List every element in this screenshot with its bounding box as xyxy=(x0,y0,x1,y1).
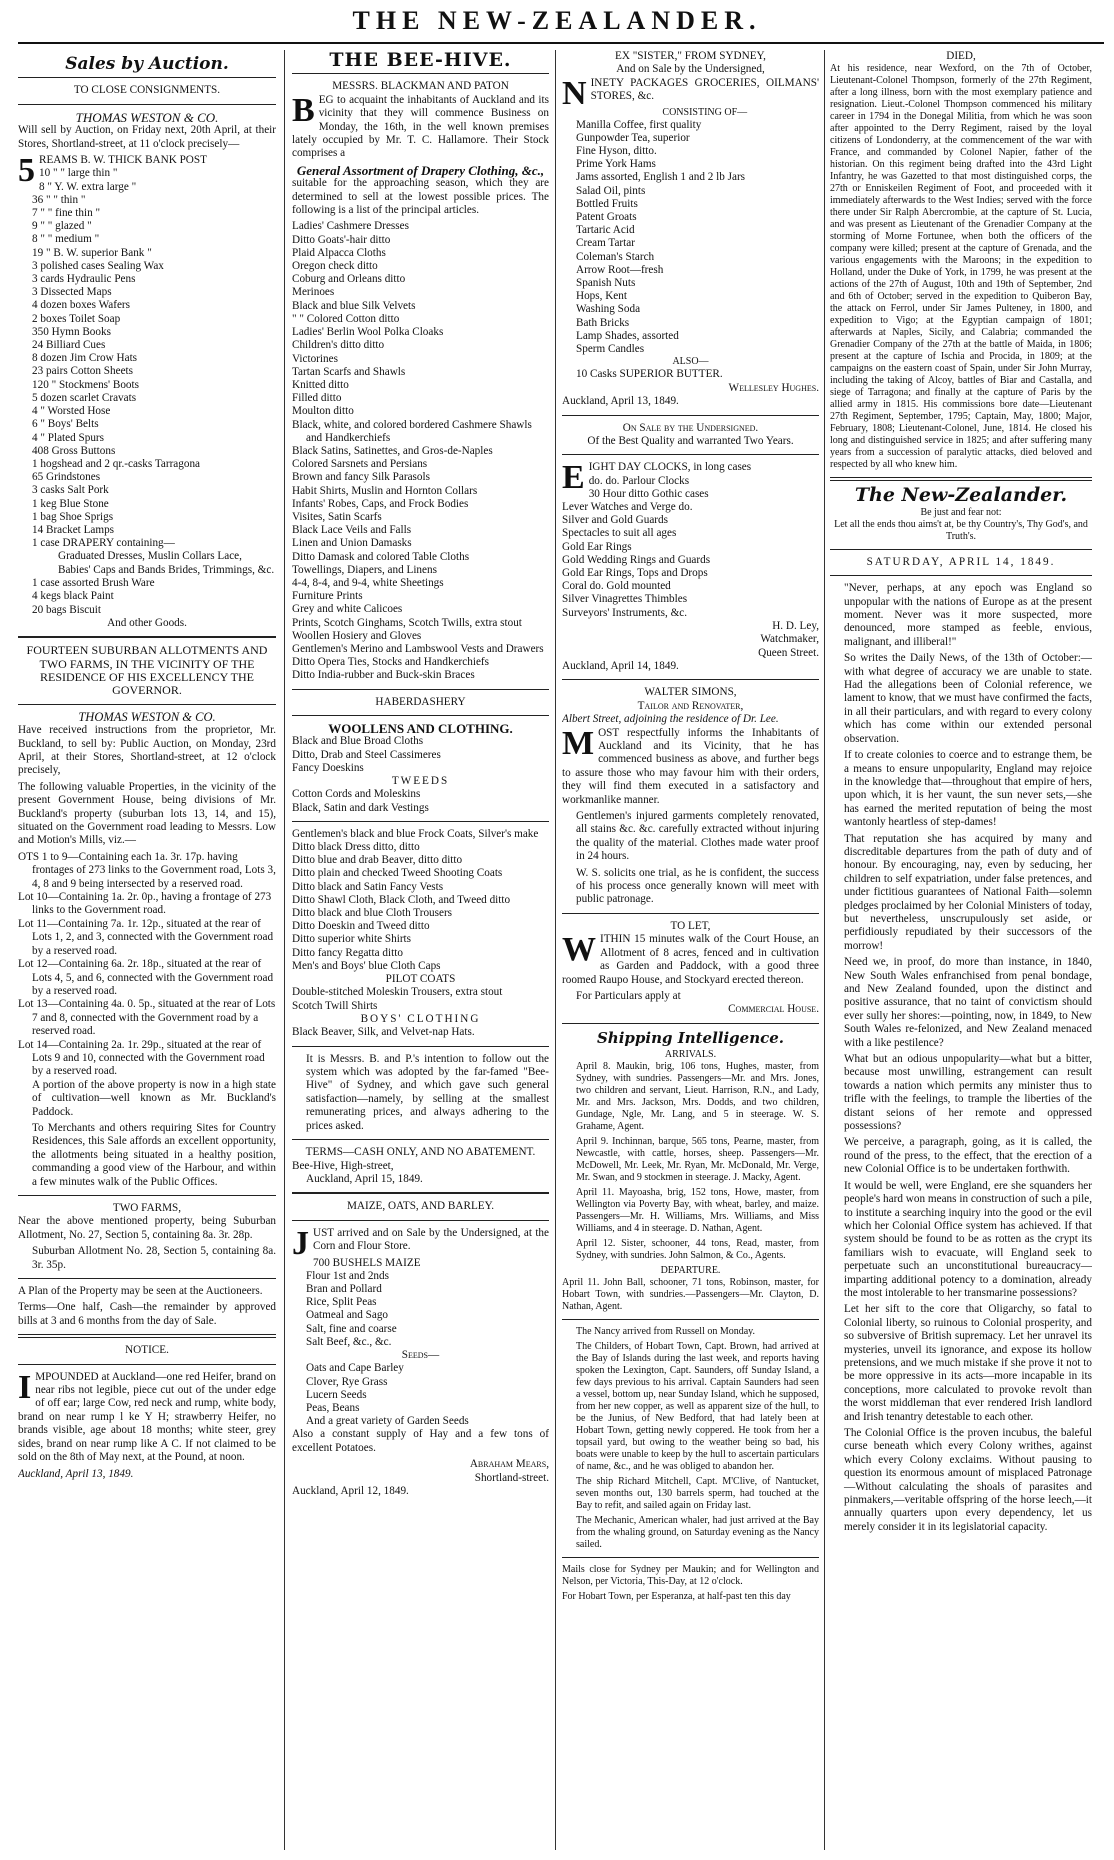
simons-body-3: W. S. solicits one trial, as he is confident, the success of his process once generally known will meet with public patronage. xyxy=(576,866,819,906)
list-item: 3 Dissected Maps xyxy=(32,286,112,299)
lots-list xyxy=(18,851,276,1079)
departure-head: DEPARTURE. xyxy=(660,1265,721,1277)
consign-list xyxy=(18,167,276,550)
list-item: Black Satins, Satinettes, and Gros-de-Naples xyxy=(292,444,493,457)
masthead-rule xyxy=(18,42,1104,44)
maize-head: MAIZE, OATS, AND BARLEY. xyxy=(346,1200,495,1213)
list-item: 9 " " glazed " xyxy=(32,220,92,233)
list-item: Fine Hyson, ditto. xyxy=(576,145,657,158)
lot-item: Lot 10—Containing 1a. 2r. 0p., having a frontage of 273 links to the Government road. xyxy=(18,891,272,917)
notice-body: MPOUNDED at Auckland—one red Heifer, brand on near ribs not legible, piece cut out of the under edge of off ear; large Cow, red neck and rump, white body, brand on near rump l ke Y H; strawberry Heifer, no brands visible, age about 18 months; white steer, grey sides, brand on near rump like A C. If not claimed to be sold on the 8th of May next, at the Pound, at noon. xyxy=(18,1370,276,1464)
list-item: Coral do. Gold mounted xyxy=(562,580,671,593)
address: Bee-Hive, High-street, xyxy=(292,1159,394,1172)
list-item: 4 " Worsted Hose xyxy=(32,405,111,418)
bee-hive-title: THE BEE-HIVE. xyxy=(329,50,512,71)
list-item: 4 " Plated Spurs xyxy=(32,431,105,444)
ley-street: Queen Street. xyxy=(758,646,819,659)
list-item: 10 " " large thin " xyxy=(39,167,118,180)
paper-title: The New-Zealander. xyxy=(854,484,1068,507)
drapery-list xyxy=(292,220,549,682)
list-item: Towellings, Diapers, and Linens xyxy=(292,563,437,576)
list-item: 8 " Y. W. extra large " xyxy=(39,180,137,193)
list-item: 30 Hour ditto Gothic cases xyxy=(588,487,709,500)
list-item: Surveyors' Instruments, &c. xyxy=(562,606,688,619)
list-item: do. do. Parlour Clocks xyxy=(588,474,690,487)
list-item: 120 " Stockmens' Boots xyxy=(32,378,139,391)
list-item: And a great variety of Garden Seeds xyxy=(306,1415,469,1428)
arrival-item: April 8. Maukin, brig, 106 tons, Hughes, master, from Sydney, with sundries. Passengers—Mr. and Mrs. Jones, two children and servant, Lieut. Harrison, R.N., and Lady, Mr. and Mrs. Jackson, Mrs. Dodds, and two children, Gundage, Ngle, Mr. Lang, and 5 in steerage. W. S. Grahame, Agent. xyxy=(576,1061,819,1133)
departure: April 11. John Ball, schooner, 71 tons, Robinson, master, for Hobart Town, with sundries.—Passengers—Mr. Clayton, D. Nathan, Agent. xyxy=(562,1277,819,1313)
column-rule xyxy=(824,50,825,1850)
notice-head: NOTICE. xyxy=(125,1344,169,1357)
masthead: THE NEW-ZEALANDER. xyxy=(352,6,762,35)
maize-list xyxy=(292,1257,549,1349)
farms-body-2: Suburban Allotment No. 28, Section 5, containing 8a. 3r. 35p. xyxy=(32,1245,276,1271)
list-item: Visites, Satin Scarfs xyxy=(292,510,382,523)
column-rule xyxy=(284,50,285,1850)
cord-list xyxy=(292,788,549,814)
firm-name: THOMAS WESTON & CO. xyxy=(75,109,219,125)
simons-trade: Tailor and Renovater, xyxy=(637,699,744,712)
list-item: 4-4, 8-4, and 9-4, white Sheetings xyxy=(292,576,444,589)
list-item: Rice, Split Peas xyxy=(306,1296,377,1309)
grocery-date: Auckland, April 13, 1849. xyxy=(562,395,679,408)
list-item: Black, white, and colored bordered Cashmere Shawls and Handkerchiefs xyxy=(292,418,532,444)
woollens-head: WOOLLENS AND CLOTHING. xyxy=(328,720,513,736)
list-item: Moulton ditto xyxy=(292,405,354,418)
to-let-head: TO LET, xyxy=(670,919,711,932)
list-item: Habit Shirts, Muslin and Hornton Collars xyxy=(292,484,478,497)
list-item: Black and Blue Broad Cloths xyxy=(292,735,424,748)
list-item: Peas, Beans xyxy=(306,1401,360,1414)
arrival-item: April 12. Sister, schooner, 44 tons, Read, master, from Sydney, with sundries. John Salmon, & Co., Agents. xyxy=(576,1238,819,1262)
list-item: 2 boxes Toilet Soap xyxy=(32,312,121,325)
shipping-news xyxy=(562,1326,819,1551)
clock-list xyxy=(562,461,819,619)
list-item: Manilla Coffee, first quality xyxy=(576,118,702,131)
list-item: Ditto plain and checked Tweed Shooting Coats xyxy=(292,867,503,880)
list-item: Ditto Doeskin and Tweed ditto xyxy=(292,920,430,933)
list-item: Salad Oil, pints xyxy=(576,184,646,197)
maize-signer: Abraham Mears, xyxy=(469,1458,549,1471)
list-item: Woollen Hosiery and Gloves xyxy=(292,629,422,642)
pilot-head: PILOT COATS xyxy=(385,973,456,986)
list-item: Oats and Cape Barley xyxy=(306,1362,404,1375)
list-item: Ditto fancy Regatta ditto xyxy=(292,946,403,959)
simons-address: Albert Street, adjoining the residence of Dr. Lee. xyxy=(562,713,779,726)
list-item: Infants' Robes, Caps, and Frock Bodies xyxy=(292,497,469,510)
list-item: Ditto India-rubber and Buck-skin Braces xyxy=(292,669,475,682)
list-item: Gentlemen's black and blue Frock Coats, Silver's make xyxy=(292,827,539,840)
list-item: Coburg and Orleans ditto xyxy=(292,273,406,286)
arrivals-list xyxy=(562,1061,819,1262)
reams-num: 5 xyxy=(18,152,35,190)
list-item: Ditto Opera Ties, Stocks and Handkerchiefs xyxy=(292,656,489,669)
list-item: 3 cards Hydraulic Pens xyxy=(32,273,136,286)
list-item: Hops, Kent xyxy=(576,290,627,303)
boys-line: Black Beaver, Silk, and Velvet-nap Hats. xyxy=(292,1026,475,1039)
on-sale: On Sale by the Undersigned. xyxy=(622,421,759,434)
list-item: Double-stitched Moleskin Trousers, extra stout xyxy=(292,986,503,999)
obituary: At his residence, near Wexford, on the 7th of October, Lieutenant-Colonel Thompson, formerly of the 27th Regiment, after a long illness, born with the most exemplary patience and resignation. Lieut.-Colonel Thompson commenced his military career in 1794 in the Donegal Militia, from which he was soon after appointed to the Derry Regiment, raised by the loyal citizens of Londonderry, at the commencement of the war with France, and commanded by Colonel Napier, father of the historian. On this regiment being drafted into the 43rd Light Infantry, he was Gazetted to that most distinguished corps, the 27th or Enniskeilen Regiment of Foot, and proceeded with it immediately afterwards to the West Indies; served with the force there under Sir Ralph Abercrombie, at the capture of St. Lucia, and was present as Lieutenant of the Grenadier Company at the storming of Morne Fortunee, when both the officers of the company were killed; present at the capture of Grenada, and the various engagements with the Maroons; in the expedition to Holland, under the Duke of York, in 1799, he was present at the actions of the 27th of August, 10th and 19th of September, 2nd and 6th of October; served in the expedition to Quiberon Bay, the attack on Ferrol, under Sir James Pulteney, in 1800, and expedition to Vigo; at the Egyptian campaign of 1801; afterwards at Naples, Sicily, and Calabria; commanded the Grenadier Company of the 27th at the battle of Maida, in 1806; present at the capture of Ischia and Procida, in 1809; at the campaigns on the eastern coast of Spain, under Sir John Murray, including the taking of Alcoy, battles of Biar and Castalla, and siege of Tarragona; and finally at the capture of Paris by the allied army in 1815. His commissions bore date—Lieutenant 27th Regiment, September, 1795; Captain, May, 1800; Major, February, 1808; Lieutenant-Colonel, June, 1814. He closed his long and distinguished service in 1825; and after suffering many years from a succession of paralytic attacks, died beloved and respected by all who knew him. xyxy=(830,63,1092,471)
list-item: Lever Watches and Verge do. xyxy=(562,500,693,513)
list-item: 20 bags Biscuit xyxy=(32,603,101,616)
haberdashery: HABERDASHERY xyxy=(375,695,466,708)
suburban-head: FOURTEEN SUBURBAN ALLOTMENTS AND TWO FARMS, IN THE VICINITY OF THE RESIDENCE OF HIS EXCELLENCY THE GOVERNOR. xyxy=(26,643,268,698)
list-item: Oregon check ditto xyxy=(292,260,378,273)
list-item: Clover, Rye Grass xyxy=(306,1375,388,1388)
shipping-head: Shipping Intelligence. xyxy=(596,1028,785,1047)
list-item: Colored Sarsnets and Persians xyxy=(292,458,428,471)
list-item: 700 BUSHELS MAIZE xyxy=(313,1256,421,1269)
boys-head: BOYS' CLOTHING xyxy=(360,1012,481,1025)
editorial-paragraph: The Colonial Office is the proven incubus, the baleful curse beneath which every Colony writhes, against which every Colony exclaims. Without pausing to question its enormous amount of misplaced Patronage—Without calculating the shoals of parasites and pinmakers,—veritable offspring of the horse leech,—it annually quarters upon every dependency, let us merely consider it in its legislatorial capacity. xyxy=(844,1427,1092,1533)
list-item: Prints, Scotch Ginghams, Scotch Twills, extra stout xyxy=(292,616,522,629)
list-item: 23 pairs Cotton Sheets xyxy=(32,365,133,378)
seeds-list xyxy=(292,1362,549,1428)
editorial-paragraph: We perceive, a paragraph, going, as it is called, the round of the press, to the effect, that the erection of a new Colonial Office is to be undertaken forthwith. xyxy=(844,1136,1092,1176)
list-item: Prime York Hams xyxy=(576,158,656,171)
list-item: Fancy Doeskins xyxy=(292,761,364,774)
list-item: Filled ditto xyxy=(292,392,342,405)
list-item: Salt, fine and coarse xyxy=(306,1322,397,1335)
consisting: CONSISTING OF— xyxy=(662,106,748,118)
list-item: Bath Bricks xyxy=(576,316,630,329)
suburban-body: The following valuable Properties, in the vicinity of the present Government House, being divisions of Mr. Buckland's property (suburban lots 13, 14, and 15), situated on the Government road leading to Messrs. Low and Motion's Mills, viz.— xyxy=(18,780,276,847)
list-item: Sperm Candles xyxy=(576,343,645,356)
editorial-paragraph: Let her sift to the core that Oligarchy, so fatal to Colonial liberty, so ruinous to Colonial prosperity, and so subversive of British supremacy. Let her unravel its mysteries, unveil its ignorance, and expose its hollow pretensions, and we much mistake if she prove it not to be more oppressive in its acts—more incapable in its conceptions, more calculated to provoke revolt than the worst middleman that ever rendered Irish landlord and Irish tenantry detestable to each other. xyxy=(844,1303,1092,1423)
list-item: Linen and Union Damasks xyxy=(292,537,412,550)
editorial-paragraph: So writes the Daily News, of the 13th of October:—with what degree of accuracy we are unable to state. Had the allegations been of Colonial reference, we lament to know, that we must have confirmed the facts, in all their particulars, and with regard to every colony which has come within our extended personal observation. xyxy=(844,652,1092,745)
arrival-item: April 11. Mayoasha, brig, 152 tons, Howe, master, from Wellington via Poverty Bay, with wheat, barley, and maize. Passengers—Mr. H. Williams, Mrs. Williams, and Miss Williams, and 4 in steerage. D. Nathan, Agent. xyxy=(576,1187,819,1235)
list-item: Arrow Root—fresh xyxy=(576,263,664,276)
news-item: The ship Richard Mitchell, Capt. M'Clive, of Nantucket, seven months out, 130 barrels sperm, had touched at the Bay to refit, and sailed again on Friday last. xyxy=(576,1476,819,1512)
list-item: IGHT DAY CLOCKS, in long cases xyxy=(588,461,752,474)
firm-name-2: THOMAS WESTON & CO. xyxy=(78,709,216,724)
list-item: 14 Bracket Lamps xyxy=(32,523,115,536)
mails: Mails close for Sydney per Maukin; and for Wellington and Nelson, per Victoria, This-Day, at 12 o'clock. xyxy=(562,1564,819,1588)
list-item: Oatmeal and Sago xyxy=(306,1309,389,1322)
general-assortment: General Assortment of Drapery Clothing, &c., xyxy=(296,162,545,178)
also: ALSO— xyxy=(672,356,709,368)
butter: 10 Casks SUPERIOR BUTTER. xyxy=(576,368,723,381)
lot-item: Lot 14—Containing 2a. 1r. 29p., situated at the rear of Lots 9 and 10, connected with the Government road by a reserved road. xyxy=(18,1038,265,1078)
editorial-paragraph: "Never, perhaps, at any epoch was England so unpopular with the nations of Europe as at the present moment. Never was it more suspected, more denounced, more stamped as feeble, envious, malignant, and illiberal!" xyxy=(844,582,1092,648)
list-item: Knitted ditto xyxy=(292,378,349,391)
sister-sub: And on Sale by the Undersigned, xyxy=(616,63,765,76)
list-item: Children's ditto ditto xyxy=(292,339,385,352)
ley-trade: Watchmaker, xyxy=(760,633,819,646)
list-item: Bran and Pollard xyxy=(306,1282,382,1295)
cloth-list xyxy=(292,735,549,775)
list-item: 65 Grindstones xyxy=(32,471,101,484)
list-item: 1 bag Shoe Sprigs xyxy=(32,510,114,523)
column-3: EX "SISTER," FROM SYDNEY, And on Sale by the Undersigned, NINETY PACKAGES GROCERIES, OILMANS' STORES, &c. CONSISTING OF— Manilla Coffee, first quality Gunpowder Tea, superior Fine Hyson, ditto. Prime York Hams Jams assorted, English 1 and 2 lb Jars Salad Oil, pints Bottled Fruits Patent Groats Tartaric Acid Cream Tartar Coleman's Starch Arrow Root—fresh Spanish Nuts Hops, Kent Washing Soda Bath Bricks Lamp Shades, assorted Sperm Candles ALSO— 10 Casks SUPERIOR BUTTER. Wellesley Hughes. Auckland, April 13, 1849. On Sale by the Undersigned. Of the Best Quality and warranted Two Years. E IGHT DAY CLOCKS, in long cases do. do. Parlour Clocks 30 Hour ditto Gothic cases Lever Watches and Verge do. Silver and Gold Guards Spectacles to suit all ages Gold Ear Rings Gold Wedding Rings and Guards Gold Ear Rings, Tops and Drops Coral do. Gold mounted Silver Vinagrettes Thimbles Surveyors' Instruments, &c. H. D. Ley, Watchmaker, Queen Street. Auckland, April 14, 1849. WALTER SIMONS, Tailor and Renovater, Albert Street, adjoining the residence of Dr. Lee. MOST respectfully informs the Inhabitants of Auckland and its Vicinity, that he has commenced business as above, and further begs to assure those who may favour him with their orders, they will find them executed in a satisfactory and workmanlike manner. Gentlemen's injured garments completely renovated, all stains &c. &c. carefully extracted without injuring the quality of the material. Clothes made water proof in 24 hours. W. S. solicits one trial, as he is confident, the success of his process once generally known will meet with public patronage. TO LET, WITHIN 15 minutes walk of the Court House, an Allotment of 8 acres, fenced and in cultivation as Garden and Paddock, with a good three roomed Raupo House, and Stockyard erected thereon. For Particulars apply at Commercial House. Shipping Intelligence. ARRIVALS. April 8. Maukin, brig, 106 tons, Hughes, master, from Sydney, with sundries. Passengers—Mr. and Mrs. Jones, two children and servant, Lieut. Harrison, R.N., and Lady, Mr. and Mrs. Jackson, Mrs. Dodds, and two children, Gundage, Ngle, Mr. Lang, and 5 in steerage. W. S. Grahame, Agent. April 9. Inchinnan, barque, 565 tons, Pearne, master, from Newcastle, with cattle, horses, sheep. Passengers—Mr. McDowell, Mr. Leek, Mr. Ryan, Mr. McDonald, Mr. Verge, Mr. Swan, and 9 stockmen in steerage. J. Macky, Agent. April 11. Mayoasha, brig, 152 tons, Howe, master, from Wellington via Poverty Bay, with wheat, barley, and maize. Passengers—Mr. H. Williams, Mrs. Williams, and Miss Williams, and 4 in steerage. D. Nathan, Agent. April 12. Sister, schooner, 44 tons, Read, master, from Sydney, with sundries. John Salmon, & Co., Agents. DEPARTURE. April 11. John Ball, schooner, 71 tons, Robinson, master, for Hobart Town, with sundries.—Passengers—Mr. Clayton, D. Nathan, Agent. The Nancy arrived from Russell on Monday. The Childers, of Hobart Town, Capt. Brown, had arrived at the Bay of Islands during the last week, and reports having spoken the Lexington, Capt. Saunders, off Sunday Island, a few days previous to his arrival. Captain Saunders had seen a vessel, bottom up, near Sunday Island, which he supposed, from her new copper, as well as apparent size of the hull, to be the Junius, of New Bedford, that had lately been at Hobart Town, getting newly coppered. He took from her a topsail yard, but owing to the weather being so bad, his boats were unable to keep by the hull to ascertain particulars of name, &c., and he was obliged to abandon her. The ship Richard Mitchell, Capt. M'Clive, of Nantucket, seven months out, 130 barrels sperm, had touched at the Bay to refit, and sailed again on Friday last. The Mechanic, American whaler, had just arrived at the Bay from the whaling ground, on Saturday evening as the Nancy sailed. Mails close for Sydney per Maukin; and for Wellington and Nelson, per Victoria, This-Day, at 12 o'clock. For Hobart Town, per Esperanza, at half-past ten this day xyxy=(562,50,819,1603)
list-item: Gentlemen's Merino and Lambswool Vests and Drawers xyxy=(292,642,544,655)
list-item: 8 " " medium " xyxy=(32,233,100,246)
list-item: Gold Ear Rings, Tops and Drops xyxy=(562,566,708,579)
list-item: Cream Tartar xyxy=(576,237,635,250)
editorial-paragraph: If to create colonies to coerce and to estrange them, be a means to ensure unpopularity, England may rejoice in the knowledge that—throughout that empire of hers, upon which, it is her vaunt, the sun never sets,—she has earned the merited reputation of being the most wantonly heartless of step-dames! xyxy=(844,749,1092,829)
list-item: Ladies' Berlin Wool Polka Cloaks xyxy=(292,326,444,339)
intention: It is Messrs. B. and P.'s intention to follow out the system which was adopted by the far-famed "Bee-Hive" of Sydney, and which gave such general satisfaction—namely, by selling at the smallest remunerating prices, and always adhering to the prices asked. xyxy=(306,1052,549,1132)
list-item: 8 dozen Jim Crow Hats xyxy=(32,352,138,365)
list-item: 5 dozen scarlet Cravats xyxy=(32,391,137,404)
simons-body-2: Gentlemen's injured garments completely renovated, all stains &c. &c. carefully extracted without injuring the quality of the material. Clothes made water proof in 24 hours. xyxy=(576,810,819,863)
arrivals-head: ARRIVALS. xyxy=(664,1049,717,1061)
list-item: 4 dozen boxes Wafers xyxy=(32,299,130,312)
best-quality: Of the Best Quality and warranted Two Years. xyxy=(587,434,794,447)
list-item: Salt Beef, &c., &c. xyxy=(306,1335,392,1348)
editorial xyxy=(830,582,1092,1534)
hughes-signer: Wellesley Hughes. xyxy=(728,381,819,394)
list-item: " " Colored Cotton ditto xyxy=(292,312,400,325)
list-item: Tartan Scarfs and Shawls xyxy=(292,365,406,378)
list-item: Black, Satin and dark Vestings xyxy=(292,801,429,814)
column-1: Sales by Auction. TO CLOSE CONSIGNMENTS. THOMAS WESTON & CO. Will sell by Auction, on Friday next, 20th April, at their Stores, Shortland-street, at 11 o'clock precisely— 5 REAMS B. W. THICK BANK POST 10 " " large thin " 8 " Y. W. extra large " 36 " " thin " 7 " " fine thin " 9 " " glazed " 8 " " medium " 19 " B. W. superior Bank " 3 polished cases Sealing Wax 3 cards Hydraulic Pens 3 Dissected Maps 4 dozen boxes Wafers 2 boxes Toilet Soap 350 Hymn Books 24 Billiard Cues 8 dozen Jim Crow Hats 23 pairs Cotton Sheets 120 " Stockmens' Boots 5 dozen scarlet Cravats 4 " Worsted Hose 6 " Boys' Belts 4 " Plated Spurs 408 Gross Buttons 1 hogshead and 2 qr.-casks Tarragona 65 Grindstones 3 casks Salt Pork 1 keg Blue Stone 1 bag Shoe Sprigs 14 Bracket Lamps 1 case DRAPERY containing— Graduated Dresses, Muslin Collars Lace, Babies' Caps and Bands Brides, Trimmings, &c. 1 case assorted Brush Ware 4 kegs black Paint 20 bags Biscuit And other Goods. FOURTEEN SUBURBAN ALLOTMENTS AND TWO FARMS, IN THE VICINITY OF THE RESIDENCE OF HIS EXCELLENCY THE GOVERNOR. THOMAS WESTON & CO. Have received instructions from the proprietor, Mr. Buckland, to sell by: Public Auction, on Monday, 23rd April, at their Stores, Shortland-street, at 12 o'clock precisely, The following valuable Properties, in the vicinity of the present Government House, being divisions of Mr. Buckland's property (suburban lots 13, 14, and 15), situated on the Government road leading to Messrs. Low and Motion's Mills, viz.— OTS 1 to 9—Containing each 1a. 3r. 17p. having frontages of 273 links to the Government road, Lots 3, 4, 8 and 9 being intersected by a reserved road. Lot 10—Containing 1a. 2r. 0p., having a frontage of 273 links to the Government road. Lot 11—Containing 7a. 1r. 12p., situated at the rear of Lots 1, 2, and 3, connected with the Government road by a reserved road. Lot 12—Containing 6a. 2r. 18p., situated at the rear of Lots 4, 5, and 6, connected with the Government road by a reserved road. Lot 13—Containing 4a. 0. 5p., situated at the rear of Lots 7 and 8, connected with the Government road by a reserved road. Lot 14—Containing 2a. 1r. 29p., situated at the rear of Lots 9 and 10, connected with the Government road by a reserved road. A portion of the above property is now in a high state of cultivation—well known as Mr. Buckland's Paddock. To Merchants and others requiring Sites for Country Residences, this Sale affords an excellent opportunity, the allotments being situated in a healthy position, commanding a good view of the Harbour, and within a few minutes walk of the Public Offices. TWO FARMS, Near the above mentioned property, being Suburban Allotment, No. 27, Section 5, containing 8a. 3r. 28p. Suburban Allotment No. 28, Section 5, containing 8a. 3r. 35p. A Plan of the Property may be seen at the Auctioneers. Terms—One half, Cash—the remainder by approved bills at 3 and 6 months from the day of Sale. NOTICE. IMPOUNDED at Auckland—one red Heifer, brand on near ribs not legible, piece cut out of the under edge of off ear; large Cow, red neck and rump, white body, brand on near rump l ke Y H; strawberry Heifer, no brands visible, age about 18 months; white steer, grey sides, brand on near rump like A C. If not claimed to be sold on the 8th of May next, at the Pound, at noon. Auckland, April 13, 1849. xyxy=(18,54,276,1480)
lot-item: OTS 1 to 9—Containing each 1a. 3r. 17p. having frontages of 273 links to the Government road, Lots 3, 4, 8 and 9 being intersected by a reserved road. xyxy=(18,850,276,890)
suitable: suitable for the approaching season, which they are determined to sell at the lowest possible prices. The following is a list of the principal articles. xyxy=(292,177,549,217)
list-item: 4 kegs black Paint xyxy=(32,590,114,603)
list-item: Coleman's Starch xyxy=(576,250,655,263)
farms-head: TWO FARMS, xyxy=(112,1202,182,1214)
to-let-apply: For Particulars apply at xyxy=(576,989,681,1002)
list-item: Gold Wedding Rings and Guards xyxy=(562,553,711,566)
list-item: Flour 1st and 2nds xyxy=(306,1269,389,1282)
list-item: Black Lace Veils and Falls xyxy=(292,524,412,537)
tweeds-head: TWEEDS xyxy=(391,775,450,787)
arrival-item: April 9. Inchinnan, barque, 565 tons, Pearne, master, from Newcastle, with cattle, horses, sheep. Passengers—Mr. McDowell, Mr. Leek, Mr. Ryan, Mr. McDonald, Mr. Verge, Mr. Swan, and 9 stockmen in steerage. J. Macky, Agent. xyxy=(576,1136,819,1184)
list-item: Ditto Shawl Cloth, Black Cloth, and Tweed ditto xyxy=(292,893,511,906)
motto-2: Let all the ends thou aims't at, be thy Country's, Thy God's, and Truth's. xyxy=(834,518,1088,542)
list-item: Jams assorted, English 1 and 2 lb Jars xyxy=(576,171,746,184)
editorial-paragraph: Need we, in proof, do more than instance, in 1840, New South Wales enfranchised from penal bondage, and New Zealand founded, upon the distinct and positive assurance, that no taint of convictism should ever sully her shores:—pointing, now, in 1849, to New South Wales re-felonized, and New Zealand menaced with a like pestilence? xyxy=(844,956,1092,1049)
trouser-list xyxy=(292,986,549,1012)
grocery-list xyxy=(562,119,819,357)
maize-date: Auckland, April 12, 1849. xyxy=(292,1485,409,1498)
terms-head: TERMS—CASH ONLY, AND NO ABATEMENT. xyxy=(305,1146,536,1159)
list-item: Ladies' Cashmere Dresses xyxy=(292,220,409,233)
list-item: 1 keg Blue Stone xyxy=(32,497,109,510)
list-item: Ditto superior white Shirts xyxy=(292,933,412,946)
list-item: Gold Ear Rings xyxy=(562,540,632,553)
list-item: Ditto black and Satin Fancy Vests xyxy=(292,880,444,893)
lot-item: Lot 12—Containing 6a. 2r. 18p., situated at the rear of Lots 4, 5, and 6, connected with the Government road by a reserved road. xyxy=(18,958,274,997)
ley-name: H. D. Ley, xyxy=(772,619,819,632)
list-item: Lamp Shades, assorted xyxy=(576,329,679,342)
merchants: To Merchants and others requiring Sites for Country Residences, this Sale affords an excellent opportunity, the allotments being situated in a healthy position, commanding a good view of the Harbour, and within a few minutes walk of the Public Offices. xyxy=(32,1121,276,1188)
list-item: Scotch Twill Shirts xyxy=(292,999,378,1012)
seeds-head: Seeds— xyxy=(401,1348,440,1361)
sister-head: EX "SISTER," FROM SYDNEY, xyxy=(615,50,766,62)
bee-hive-firm: MESSRS. BLACKMAN AND PATON xyxy=(332,80,509,93)
list-item: Black and blue Silk Velvets xyxy=(292,299,416,312)
list-item: 6 " Boys' Belts xyxy=(32,418,99,431)
list-item: 1 case DRAPERY containing— xyxy=(32,537,175,550)
bee-hive-date: Auckland, April 15, 1849. xyxy=(306,1172,423,1185)
list-item: Bottled Fruits xyxy=(576,197,638,210)
list-item: Grey and white Calicoes xyxy=(292,603,403,616)
simons-body: OST respectfully informs the Inhabitants of Auckland and its Vicinity, that he has commenced business as above, and further begs to assure those who may favour him with their orders, they will find them executed in a satisfactory and workmanlike manner. xyxy=(562,726,819,806)
editorial-paragraph: What but an odious unpopularity—what but a bitter, because most unwilling, estrangement can result towards a nation which permits any minister thus to trifle with the feelings, to trample the liberties of the distant seions of her remote and oppressed possessions? xyxy=(844,1053,1092,1133)
list-item: 3 polished cases Sealing Wax xyxy=(32,259,164,272)
list-item: Victorines xyxy=(292,352,338,365)
news-item: The Childers, of Hobart Town, Capt. Brown, had arrived at the Bay of Islands during the last week, and reports having spoken the Lexington, Capt. Saunders, off Sunday Island, a few days previous to his arrival. Captain Saunders had seen a vessel, bottom up, near Sunday Island, which he supposed, from her new copper, as well as apparent size of the hull, to be the Junius, of New Bedford, that had lately been at Hobart Town, getting newly coppered. He took from her a topsail yard, but owing to the weather being so bad, his boats were unable to keep by the hull to ascertain particulars of name, &c., and he was obliged to abandon her. xyxy=(576,1341,819,1473)
list-item: 7 " " fine thin " xyxy=(32,207,101,220)
lot-item: Lot 11—Containing 7a. 1r. 12p., situated at the rear of Lots 1, 2, and 3, connected with the Government road by a reserved road. xyxy=(18,917,274,957)
clock-date: Auckland, April 14, 1849. xyxy=(562,659,679,672)
list-item: Spectacles to suit all ages xyxy=(562,527,677,540)
news-item: The Mechanic, American whaler, had just arrived at the Bay from the whaling ground, on Saturday evening as the Nancy sailed. xyxy=(576,1515,819,1551)
list-item: Ditto Goats'-hair ditto xyxy=(292,233,391,246)
list-item: Silver and Gold Guards xyxy=(562,514,668,527)
list-item: Spanish Nuts xyxy=(576,277,636,290)
list-item: Ditto blue and drab Beaver, ditto ditto xyxy=(292,854,463,867)
list-item: Silver Vinagrettes Thimbles xyxy=(562,593,688,606)
died-head: DIED, xyxy=(946,50,976,62)
farms-body: Near the above mentioned property, being Suburban Allotment, No. 27, Section 5, containing 8a. 3r. 28p. xyxy=(18,1215,276,1241)
plan: A Plan of the Property may be seen at the Auctioneers. xyxy=(18,1285,263,1298)
list-item: Brown and fancy Silk Parasols xyxy=(292,471,430,484)
list-item: 1 case assorted Brush Ware xyxy=(32,577,155,590)
list-item: Ditto, Drab and Steel Cassimeres xyxy=(292,748,441,761)
section-title: Sales by Auction. xyxy=(65,54,229,74)
editorial-paragraph: That reputation she has acquired by many and discreditable departures from the path of duty and of honour. By encouraging, nay, even by seducing, her children to self expatriation, under false pretences, and under fictitious guarantees of National Faith—solemn pledges proclaimed by her Colonial Ministers of today, but nevertheless, unscrupulously set aside, or perfidiously repudiated by their successors of the morrow! xyxy=(844,832,1092,952)
maize-intro: UST arrived and on Sale by the Undersigned, at the Corn and Flour Store. xyxy=(313,1226,549,1253)
list-item: Ditto black Dress ditto, ditto xyxy=(292,841,420,854)
list-item: Merinoes xyxy=(292,286,335,299)
list-item: Lucern Seeds xyxy=(306,1388,367,1401)
list-item: 24 Billiard Cues xyxy=(32,339,106,352)
column-2: THE BEE-HIVE. MESSRS. BLACKMAN AND PATON BEG to acquaint the inhabitants of Auckland and its vicinity that they will commence Business on Monday, the 16th, in the well known premises lately occupied by Mr. T. C. Hallamore. Their Stock comprises a General Assortment of Drapery Clothing, &c., suitable for the approaching season, which they are determined to sell at the lowest possible prices. The following is a list of the principal articles. Ladies' Cashmere Dresses Ditto Goats'-hair ditto Plaid Alpacca Cloths Oregon check ditto Coburg and Orleans ditto Merinoes Black and blue Silk Velvets " " Colored Cotton ditto Ladies' Berlin Wool Polka Cloaks Children's ditto ditto Victorines Tartan Scarfs and Shawls Knitted ditto Filled ditto Moulton ditto Black, white, and colored bordered Cashmere Shawls and Handkerchiefs Black Satins, Satinettes, and Gros-de-Naples Colored Sarsnets and Persians Brown and fancy Silk Parasols Habit Shirts, Muslin and Hornton Collars Infants' Robes, Caps, and Frock Bodies Visites, Satin Scarfs Black Lace Veils and Falls Linen and Union Damasks Ditto Damask and colored Table Cloths Towellings, Diapers, and Linens 4-4, 8-4, and 9-4, white Sheetings Furniture Prints Grey and white Calicoes Prints, Scotch Ginghams, Scotch Twills, extra stout Woollen Hosiery and Gloves Gentlemen's Merino and Lambswool Vests and Drawers Ditto Opera Ties, Stocks and Handkerchiefs Ditto India-rubber and Buck-skin Braces HABERDASHERY WOOLLENS AND CLOTHING. Black and Blue Broad Cloths Ditto, Drab and Steel Cassimeres Fancy Doeskins TWEEDS Cotton Cords and Moleskins Black, Satin and dark Vestings Gentlemen's black and blue Frock Coats, Silver's make Ditto black Dress ditto, ditto Ditto blue and drab Beaver, ditto ditto Ditto plain and checked Tweed Shooting Coats Ditto black and Satin Fancy Vests Ditto Shawl Cloth, Black Cloth, and Tweed ditto Ditto black and blue Cloth Trousers Ditto Doeskin and Tweed ditto Ditto superior white Shirts Ditto fancy Regatta ditto Men's and Boys' blue Cloth Caps PILOT COATS Double-stitched Moleskin Trousers, extra stout Scotch Twill Shirts BOYS' CLOTHING Black Beaver, Silk, and Velvet-nap Hats. It is Messrs. B. and P.'s intention to follow out the system which was adopted by the far-famed "Bee-Hive" of Sydney, and which gave such general satisfaction—namely, by selling at the smallest remunerating prices, and always adhering to the prices asked. TERMS—CASH ONLY, AND NO ABATEMENT. Bee-Hive, High-street, Auckland, April 15, 1849. MAIZE, OATS, AND BARLEY. JUST arrived and on Sale by the Undersigned, at the Corn and Flour Store. 700 BUSHELS MAIZE Flour 1st and 2nds Bran and Pollard Rice, Split Peas Oatmeal and Sago Salt, fine and coarse Salt Beef, &c., &c. Seeds— Oats and Cape Barley Clover, Rye Grass Lucern Seeds Peas, Beans And a great variety of Garden Seeds Also a constant supply of Hay and a few tons of excellent Potatoes. Abraham Mears, Shortland-street. Auckland, April 12, 1849. xyxy=(292,50,549,1498)
list-item: Men's and Boys' blue Cloth Caps xyxy=(292,959,441,972)
list-item: 3 casks Salt Pork xyxy=(32,484,109,497)
column-rule xyxy=(555,50,556,1850)
to-let-where: Commercial House. xyxy=(728,1003,819,1016)
consign-head: TO CLOSE CONSIGNMENTS. xyxy=(73,84,221,97)
dateline: SATURDAY, APRIL 14, 1849. xyxy=(866,555,1056,568)
consign-tail xyxy=(18,577,276,617)
hay: Also a constant supply of Hay and a few tons of excellent Potatoes. xyxy=(292,1428,549,1454)
list-item: Plaid Alpacca Cloths xyxy=(292,246,386,259)
suburban-intro: Have received instructions from the proprietor, Mr. Buckland, to sell by: Public Auction, on Monday, 23rd April, at their Stores, Shortland-street, at 12 o'clock precisely, xyxy=(18,724,276,777)
lot-item: Lot 13—Containing 4a. 0. 5p., situated at the rear of Lots 7 and 8, connected with the Government road by a reserved road. xyxy=(18,998,276,1038)
column-4 xyxy=(830,50,1092,1850)
paddock: A portion of the above property is now in a high state of cultivation—well known as Mr. Buckland's Paddock. xyxy=(32,1078,276,1118)
ninety-packages: INETY PACKAGES GROCERIES, OILMANS' STORES, &c. xyxy=(590,76,819,103)
hobart: For Hobart Town, per Esperanza, at half-past ten this day xyxy=(562,1591,791,1603)
list-item: Washing Soda xyxy=(576,303,641,316)
terms: Terms—One half, Cash—the remainder by approved bills at 3 and 6 months from the day of Sale. xyxy=(18,1301,276,1327)
list-item: 36 " " thin " xyxy=(32,193,86,206)
list-item: Gunpowder Tea, superior xyxy=(576,131,690,144)
consign-intro: Will sell by Auction, on Friday next, 20th April, at their Stores, Shortland-street, at 11 o'clock precisely— xyxy=(18,124,276,150)
list-item: Tartaric Acid xyxy=(576,224,635,237)
simons-name: WALTER SIMONS, xyxy=(644,686,737,699)
editorial-paragraph: It would be well, were England, ere she squanders her people's hard won means in construction of such a pile, to institute a searching inquiry into the good or the evil which her Colonial Office system has achieved. If that system should be found to be as rotten as the crypt its familiars wish to evacuate, will England seek to perpetuate such an unconstitutional bureaucracy—imparting additional potency to a domination, already the most intolerable to her transmarine possessions? xyxy=(844,1179,1092,1299)
list-item: Ditto black and blue Cloth Trousers xyxy=(292,907,453,920)
list-item: Furniture Prints xyxy=(292,590,363,603)
coat-list xyxy=(292,828,549,973)
list-item: Ditto Damask and colored Table Cloths xyxy=(292,550,470,563)
notice-date: Auckland, April 13, 1849. xyxy=(18,1467,134,1480)
news-item: The Nancy arrived from Russell on Monday. xyxy=(576,1326,756,1338)
bee-hive-intro: EG to acquaint the inhabitants of Auckland and its vicinity that they will commence Business on Monday, the 16th, in the well known premises lately occupied by Mr. T. C. Hallamore. Their Stock comprises a xyxy=(292,93,549,160)
list-item: 19 " B. W. superior Bank " xyxy=(32,246,152,259)
list-item: 1 hogshead and 2 qr.-casks Tarragona xyxy=(32,457,201,470)
drapery-detail: Graduated Dresses, Muslin Collars Lace, Babies' Caps and Bands Brides, Trimmings, &c. xyxy=(58,550,275,576)
other-goods: And other Goods. xyxy=(107,616,187,629)
list-item: 408 Gross Buttons xyxy=(32,444,116,457)
list-item: Patent Groats xyxy=(576,211,637,224)
maize-signer-place: Shortland-street. xyxy=(474,1471,549,1484)
to-let-body: ITHIN 15 minutes walk of the Court House, an Allotment of 8 acres, fenced and in cultivation as Garden and Paddock, with a good three roomed Raupo House, and Stockyard erected thereon. xyxy=(562,933,819,986)
list-item: 350 Hymn Books xyxy=(32,325,111,338)
list-item: Cotton Cords and Moleskins xyxy=(292,788,421,801)
reams-head: REAMS B. W. THICK BANK POST xyxy=(39,154,207,167)
motto: Be just and fear not: xyxy=(920,506,1002,518)
